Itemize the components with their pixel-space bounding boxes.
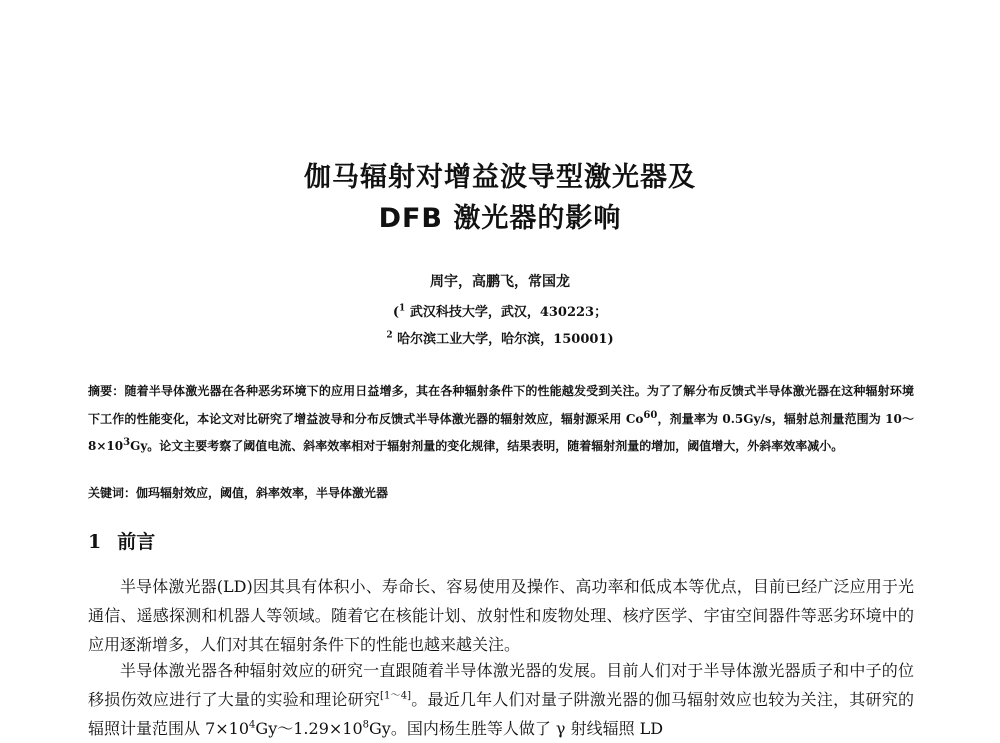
- keywords-label: 关键词：: [88, 486, 137, 500]
- affiliation-open-paren: (: [392, 305, 400, 320]
- affiliation-1: [0, 301, 1000, 320]
- body-paragraph-2: [88, 656, 914, 743]
- body-paragraph-1: [88, 572, 914, 659]
- paragraph-2-part-b: 。最近几年人们对量子阱激光器的伽马辐射效应也较为关注，其研究的辐照计量范围从 7×10: [88, 690, 914, 738]
- paper-title-line-2: DFB 激光器的影响: [378, 203, 622, 234]
- section-heading: [88, 527, 155, 554]
- authors: 周宇，高鹏飞，常国龙: [430, 274, 570, 290]
- paragraph-2-sup-2: 8: [362, 719, 370, 731]
- affiliation-2: [0, 328, 1000, 347]
- affiliation-2-text: 哈尔滨工业大学，哈尔滨，150001): [392, 332, 614, 347]
- section-title: 前言: [117, 531, 156, 553]
- citation: [1～4]: [380, 690, 412, 702]
- paragraph-2-sup-1: 4: [249, 719, 256, 731]
- abstract-text-1: 随着半导体激光器在各种恶劣环境下的应用日益增多，其在各种辐射条件下的性能越发受到关注。为了了解分布反馈式半导体激光器在这种辐射环境下工作的性能变化，本论文对比研究了增益波导和分布反馈式半导体激光器的辐射效应，辐射源采用 Co: [88, 384, 914, 426]
- abstract-text-2: ，剂量率为 0.5Gy/s，辐射总剂量范围为 10～8×10: [88, 411, 914, 453]
- affiliation-2-mark: 2: [386, 330, 393, 341]
- paragraph-2-part-a: 半导体激光器各种辐射效应的研究一直跟随着半导体激光器的发展。目前人们对于半导体激光器质子和中子的位移损伤效应进行了大量的实验和理论研究: [88, 661, 914, 709]
- section-number: 1: [88, 531, 102, 553]
- keywords: [88, 484, 914, 501]
- paragraph-1-text: 半导体激光器(LD)因其具有体积小、寿命长、容易使用及操作、高功率和低成本等优点，目前已经广泛应用于光通信、遥感探测和机器人等领域。随着它在核能计划、放射性和废物处理、核疗医学、宇宙空间器件等恶劣环境中的应用逐渐增多，人们对其在辐射条件下的性能也越来越关注。: [88, 577, 914, 654]
- paper-title-line-1: 伽马辐射对增益波导型激光器及: [304, 162, 696, 193]
- abstract: [88, 379, 914, 459]
- paragraph-2-text: [88, 656, 914, 743]
- abstract-sup-2: 3: [123, 437, 131, 448]
- affiliation-1-mark: 1: [399, 303, 406, 314]
- abstract-sup-1: 60: [643, 409, 658, 421]
- abstract-text-3: Gy。论文主要考察了阈值电流、斜率效率相对于辐射剂量的变化规律，结果表明，随着辐射剂量的增加，阈值增大，外斜率效率减小。: [130, 439, 844, 453]
- paragraph-2-part-c: Gy～1.29×10: [255, 719, 363, 738]
- keywords-text: 伽玛辐射效应，阈值，斜率效率，半导体激光器: [136, 486, 389, 500]
- paragraph-2-part-d: Gy。国内杨生胜等人做了 γ 射线辐照 LD: [369, 719, 664, 738]
- abstract-label: 摘要：: [88, 384, 125, 398]
- affiliation-1-text: 武汉科技大学，武汉，430223；: [405, 305, 608, 320]
